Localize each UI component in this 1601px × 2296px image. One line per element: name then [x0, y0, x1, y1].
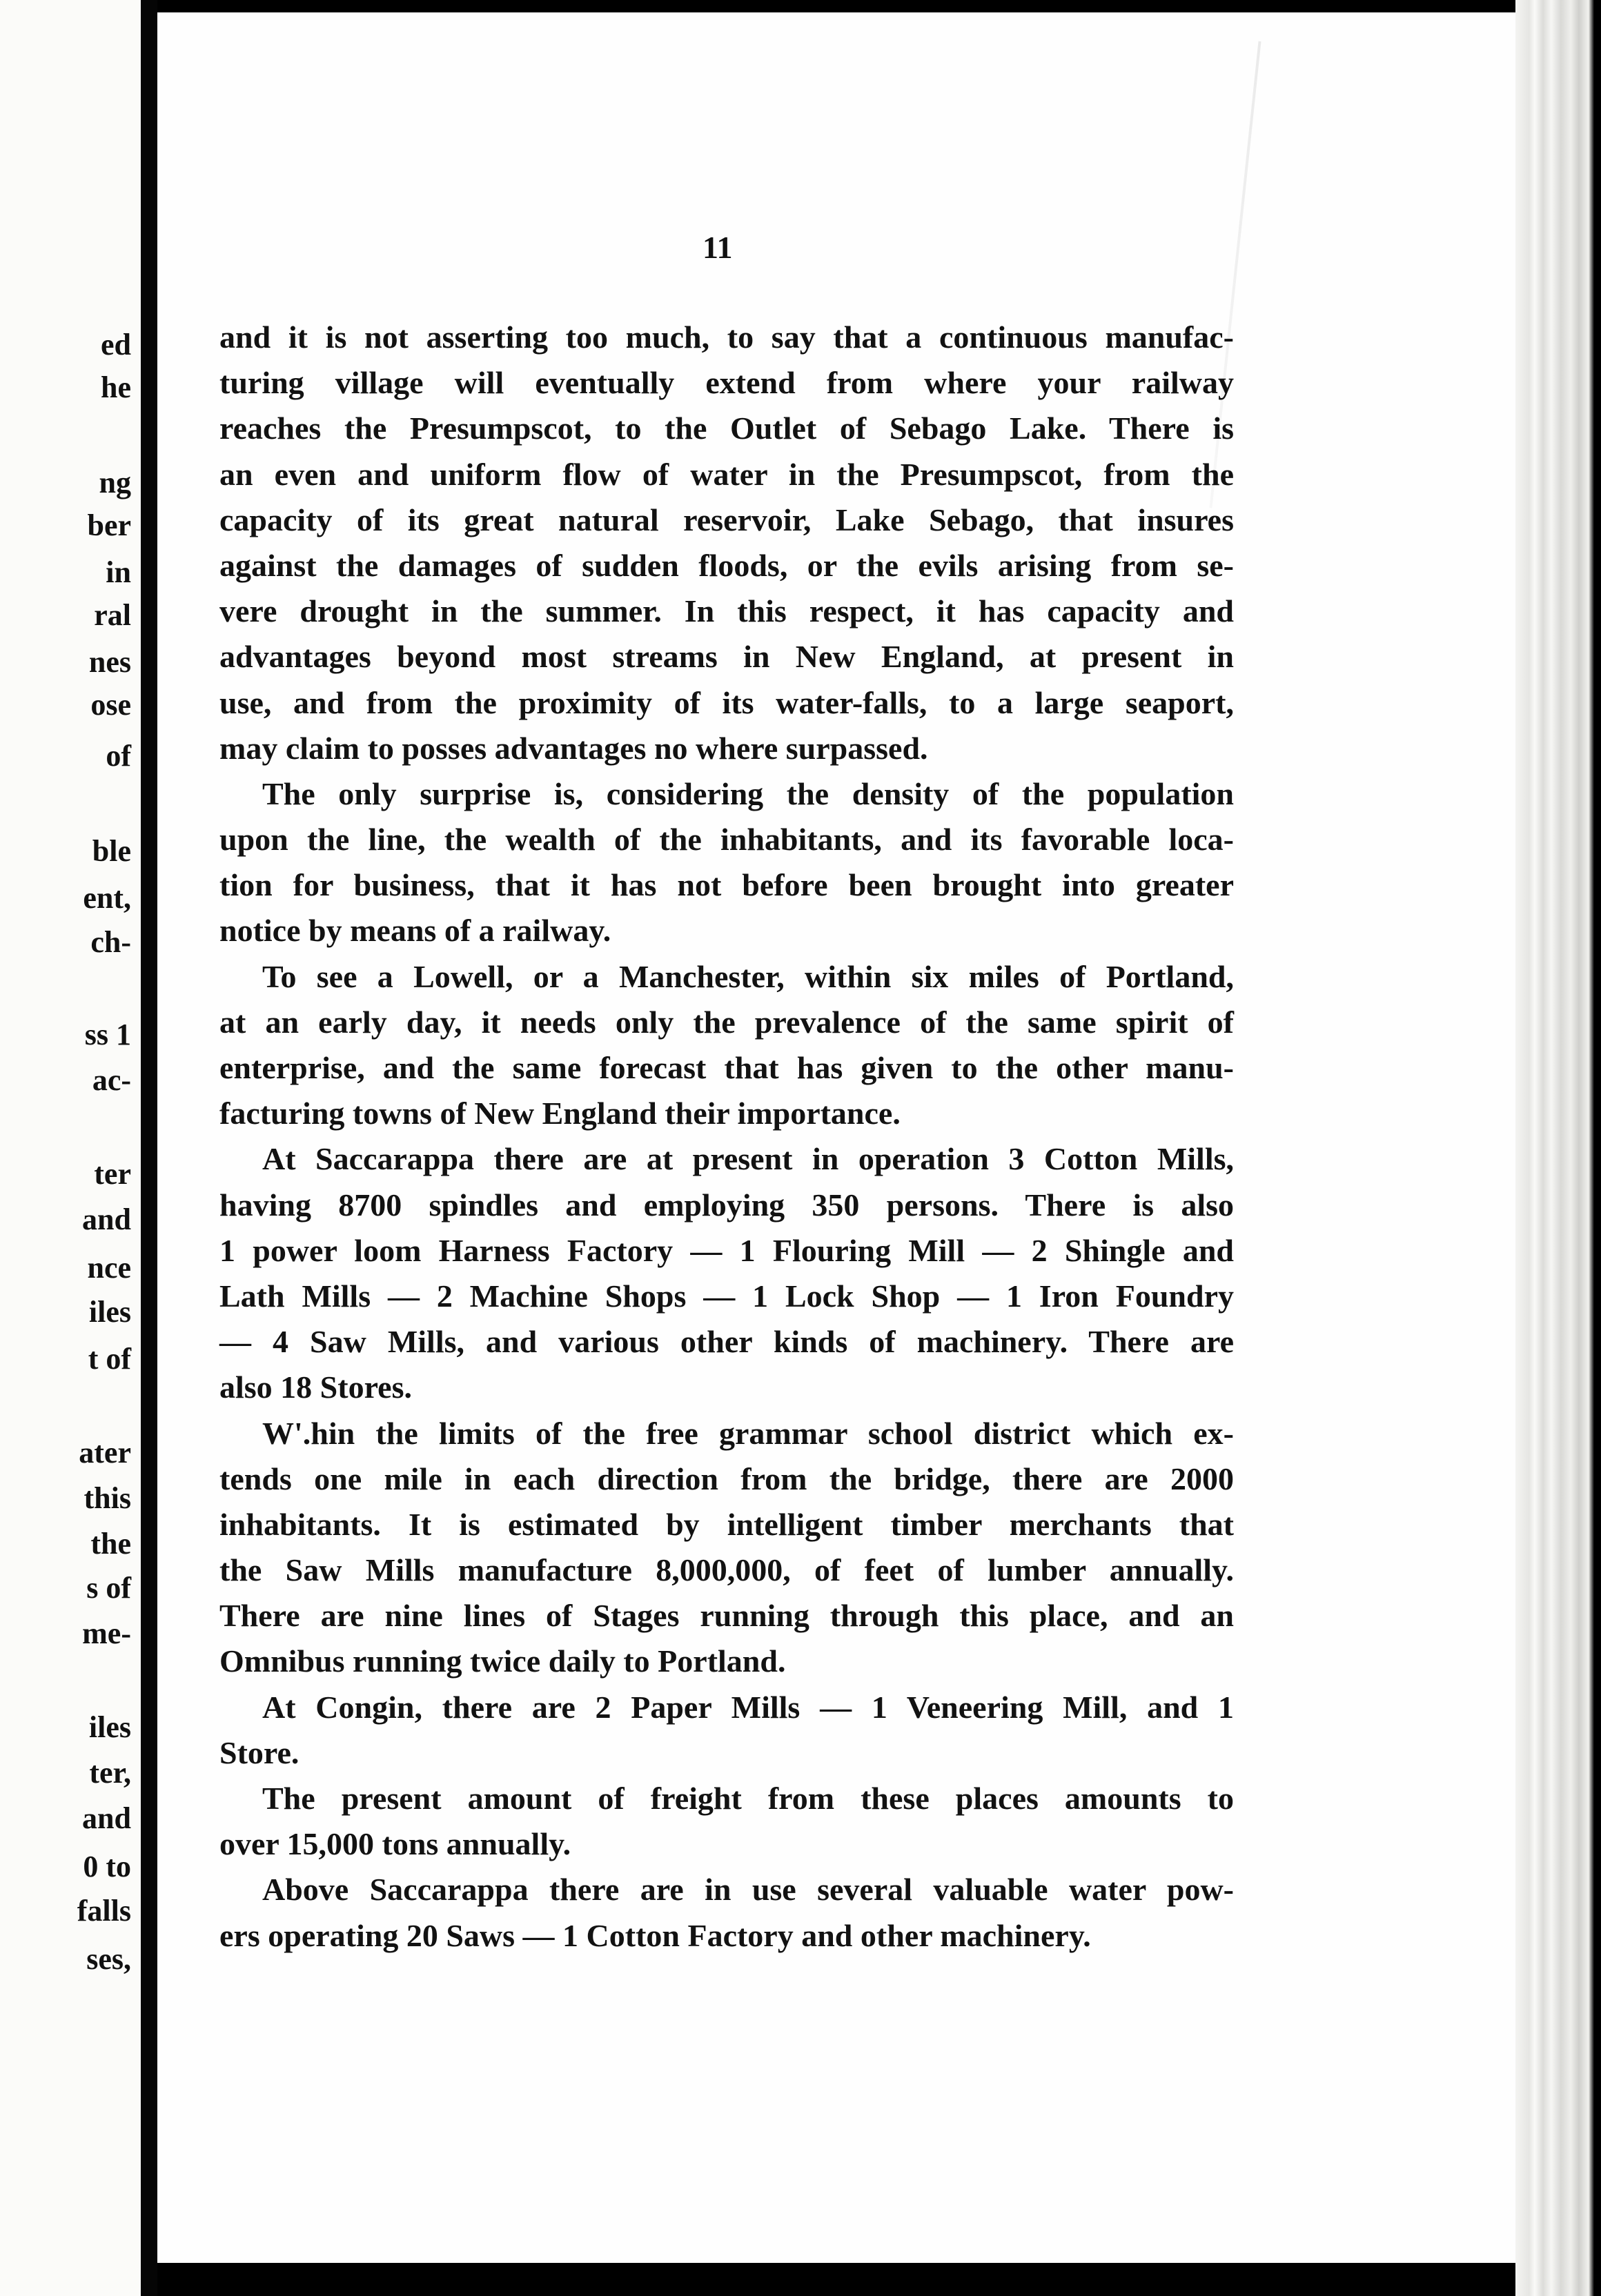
left-fragment: s of: [86, 1571, 131, 1605]
text-line: advantages beyond most streams in New England, at present in: [219, 639, 1234, 675]
left-fragment: ent,: [83, 881, 131, 915]
text-line: upon the line, the wealth of the inhabitants, and its favorable loca-: [219, 822, 1234, 858]
text-line: To see a Lowell, or a Manchester, within six miles of Portland,: [262, 958, 1234, 994]
text-line: may claim to posses advantages no where surpassed.: [219, 730, 928, 766]
left-fragment: ber: [87, 508, 131, 542]
text-line: tion for business, that it has not before been brought into greater: [219, 867, 1234, 903]
text-line: turing village will eventually extend from where your railway: [219, 365, 1234, 401]
text-line: over 15,000 tons annually.: [219, 1826, 571, 1862]
text-line: There are nine lines of Stages running through this place, and an: [219, 1598, 1234, 1634]
body-text: [219, 315, 1234, 1959]
left-fragment: iles: [88, 1295, 131, 1329]
page-stack-edge: [1515, 0, 1601, 2296]
text-line: ers operating 20 Saws — 1 Cotton Factory and other machinery.: [219, 1917, 1091, 1953]
paragraph: [219, 1685, 1234, 1776]
text-line: having 8700 spindles and employing 350 persons. There is also: [219, 1187, 1234, 1223]
text-line: tends one mile in each direction from the bridge, there are 2000: [219, 1461, 1234, 1496]
text-line: The only surprise is, considering the density of the population: [262, 775, 1234, 811]
text-line: use, and from the proximity of its water-falls, to a large seaport,: [219, 684, 1234, 720]
left-fragment: nes: [88, 645, 131, 679]
text-line: notice by means of a railway.: [219, 913, 611, 949]
text-line: At Saccarappa there are at present in operation 3 Cotton Mills,: [262, 1141, 1234, 1177]
left-fragment: 0 to: [83, 1850, 131, 1883]
left-fragment: ng: [99, 466, 131, 499]
left-fragment: and: [82, 1801, 131, 1835]
text-line: the Saw Mills manufacture 8,000,000, of feet of lumber annually.: [219, 1552, 1234, 1588]
text-line: reaches the Presumpscot, to the Outlet of Sebago Lake. There is: [219, 410, 1234, 446]
left-fragment: and: [82, 1203, 131, 1236]
text-line: and it is not asserting too much, to say that a continuous manufac-: [219, 319, 1234, 355]
paragraph: [219, 1776, 1234, 1867]
text-line: Store.: [219, 1734, 299, 1770]
left-fragment: ac-: [92, 1063, 131, 1097]
left-fragment: ral: [94, 598, 131, 632]
left-fragment: ble: [92, 834, 131, 868]
left-fragment: ose: [90, 688, 131, 722]
text-line: — 4 Saw Mills, and various other kinds of machinery. There are: [219, 1324, 1234, 1360]
book-gutter: [141, 0, 157, 2296]
text-line: W'.hin the limits of the free grammar school district which ex-: [262, 1415, 1234, 1451]
text-line: Omnibus running twice daily to Portland.: [219, 1643, 786, 1679]
text-line: also 18 Stores.: [219, 1369, 412, 1405]
text-line: enterprise, and the same forecast that has given to the other manu-: [219, 1050, 1234, 1085]
left-fragment: ed: [101, 328, 131, 362]
left-page-edge: [0, 0, 141, 2296]
left-fragment: iles: [88, 1710, 131, 1744]
left-fragment: nce: [87, 1251, 131, 1285]
page-number: 11: [703, 230, 733, 265]
text-line: Lath Mills — 2 Machine Shops — 1 Lock Shop — 1 Iron Foundry: [219, 1278, 1234, 1314]
text-line: vere drought in the summer. In this respect, it has capacity and: [219, 593, 1234, 629]
paragraph: [219, 1867, 1234, 1958]
paragraph: [219, 954, 1234, 1137]
text-line: Above Saccarappa there are in use several valuable water pow-: [262, 1872, 1234, 1908]
left-page-text-fragments: [0, 0, 141, 2296]
paragraph: [219, 1411, 1234, 1685]
left-fragment: ter: [94, 1157, 131, 1191]
paragraph: [219, 315, 1234, 771]
left-fragment: ater: [79, 1436, 131, 1469]
left-fragment: ch-: [90, 925, 131, 959]
text-line: capacity of its great natural reservoir, Lake Sebago, that insures: [219, 502, 1234, 537]
left-fragment: ses,: [86, 1942, 131, 1976]
left-fragment: of: [106, 739, 131, 773]
paragraph: [219, 771, 1234, 954]
left-fragment: me-: [82, 1616, 131, 1650]
left-fragment: in: [106, 555, 131, 589]
text-line: facturing towns of New England their importance.: [219, 1096, 901, 1131]
left-fragment: t of: [88, 1342, 131, 1376]
text-line: inhabitants. It is estimated by intelligent timber merchants that: [219, 1506, 1234, 1542]
text-line: The present amount of freight from these places amounts to: [262, 1781, 1234, 1816]
left-fragment: this: [84, 1481, 131, 1515]
left-fragment: ss 1: [84, 1018, 131, 1051]
left-fragment: falls: [77, 1894, 131, 1928]
text-line: against the damages of sudden floods, or the evils arising from se-: [219, 547, 1234, 583]
text-line: At Congin, there are 2 Paper Mills — 1 Veneering Mill, and 1: [262, 1689, 1234, 1725]
left-fragment: the: [90, 1527, 131, 1561]
text-line: an even and uniform flow of water in the Presumpscot, from the: [219, 456, 1234, 492]
paragraph: [219, 1136, 1234, 1410]
text-line: 1 power loom Harness Factory — 1 Flouring Mill — 2 Shingle and: [219, 1232, 1234, 1268]
left-fragment: ter,: [89, 1756, 131, 1790]
text-line: at an early day, it needs only the prevalence of the same spirit of: [219, 1004, 1234, 1040]
left-fragment: he: [101, 370, 131, 404]
